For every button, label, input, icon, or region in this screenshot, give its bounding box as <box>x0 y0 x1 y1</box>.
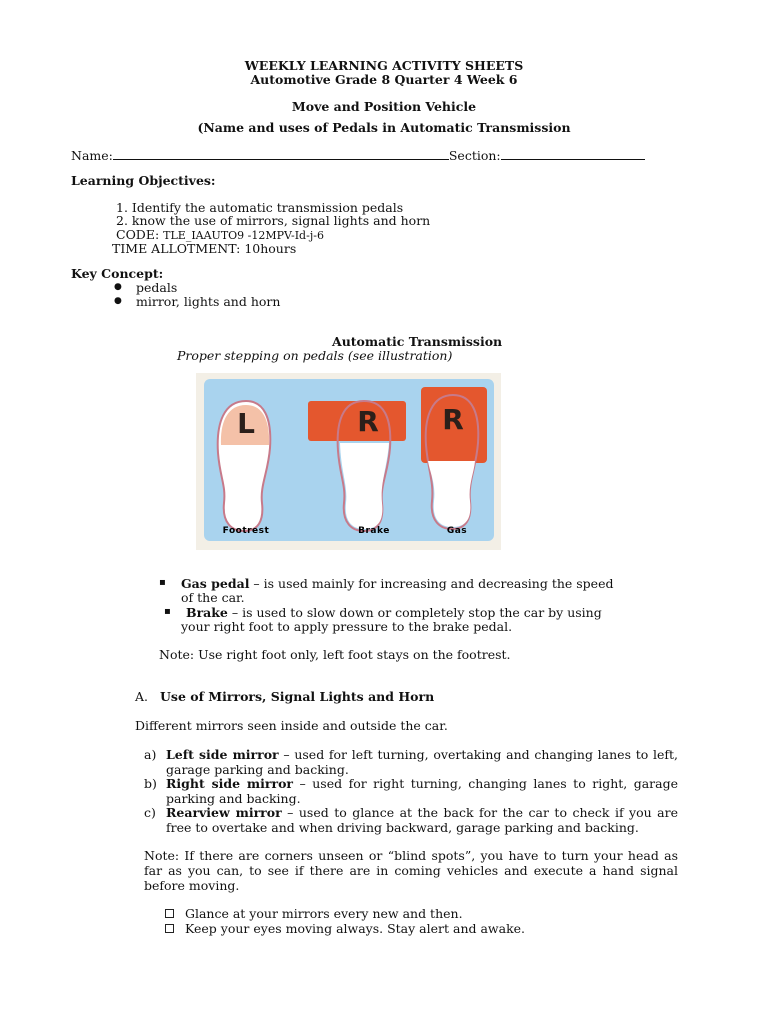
mirror-item-rearview <box>166 805 678 835</box>
pedal-note: Note: Use right foot only, left foot stays on the footrest. <box>159 647 511 662</box>
name-label: Name: <box>71 148 113 163</box>
objectives-heading: Learning Objectives: <box>71 173 216 188</box>
mirror-item-left <box>166 747 678 777</box>
brake-text: – is used to slow down or completely stop the car by using <box>227 605 602 620</box>
section-subtitle: Proper stepping on pedals (see illustration) <box>177 348 453 363</box>
pedal-illustration <box>196 373 501 550</box>
lesson-subtitle: (Name and uses of Pedals in Automatic Transmission <box>197 120 571 135</box>
time-allotment: TIME ALLOTMENT: 10hours <box>112 241 297 256</box>
checklist-item: Keep your eyes moving always. Stay alert and awake. <box>185 921 526 936</box>
objective-item: 2. know the use of mirrors, signal lights and horn <box>116 213 431 228</box>
section-a-title: Use of Mirrors, Signal Lights and Horn <box>160 689 435 704</box>
objective-item: 1. Identify the automatic transmission pedals <box>116 200 404 215</box>
section-a-marker: A. <box>135 689 149 704</box>
gas-label: Gas <box>446 526 468 536</box>
gas-pedal-text: – is used mainly for increasing and decreasing the speed <box>249 576 614 591</box>
checklist-item: Glance at your mirrors every new and then. <box>185 906 463 921</box>
code-label: CODE: <box>116 227 160 242</box>
section-label: Section: <box>448 148 501 163</box>
brake-text-cont: your right foot to apply pressure to the brake pedal. <box>181 619 513 634</box>
mirror-marker: c) <box>144 805 156 820</box>
mirror-term: Right side mirror <box>166 776 294 791</box>
mirror-term: Left side mirror <box>166 747 279 762</box>
section-a-heading <box>135 689 434 704</box>
blind-spot-note: Note: If there are corners unseen or “blind spots”, you have to turn your head as far as you can, to see if there are in coming vehicles and execute a hand signal before moving. <box>144 848 678 893</box>
mirror-marker: a) <box>144 747 157 762</box>
course-line: Automotive Grade 8 Quarter 4 Week 6 <box>250 72 518 87</box>
mirror-text: – used for left turning, overtaking and changing lanes to left, garage parking and backing. <box>166 747 678 777</box>
name-field[interactable] <box>113 148 449 160</box>
code-value: TLE_IAAUTO9 -12MPV-Id-j-6 <box>163 229 324 242</box>
mirror-item-right <box>166 776 678 806</box>
mirror-text: – used for right turning, changing lanes to right, garage parking and backing. <box>166 776 678 806</box>
brake-term: Brake <box>186 605 228 620</box>
footrest-label: Footrest <box>222 526 270 536</box>
key-concept-item: ● pedals <box>136 280 177 295</box>
pedal-diagram <box>196 373 501 550</box>
key-concept-heading: Key Concept: <box>71 266 164 281</box>
brake-letter: R <box>357 405 379 438</box>
brake-label: Brake <box>358 526 390 536</box>
lesson-title: Move and Position Vehicle <box>291 99 477 114</box>
name-section-row <box>71 148 645 163</box>
brake-item <box>186 605 602 620</box>
sheet-title: WEEKLY LEARNING ACTIVITY SHEETS <box>244 58 524 73</box>
footrest-letter: L <box>237 407 255 440</box>
mirrors-intro: Different mirrors seen inside and outside the car. <box>135 718 448 733</box>
mirror-marker: b) <box>144 776 157 791</box>
mirror-term: Rearview mirror <box>166 805 282 820</box>
gas-letter: R <box>442 403 464 436</box>
section-field[interactable] <box>501 148 645 160</box>
mirror-text: – used to glance at the back for the car to check if you are free to overtake and when driving backward, garage parking and backing. <box>166 805 678 835</box>
gas-pedal-item <box>181 576 613 591</box>
section-title: Automatic Transmission <box>332 334 503 349</box>
gas-pedal-text-cont: of the car. <box>181 590 245 605</box>
key-concept-item: ● mirror, lights and horn <box>136 294 280 309</box>
gas-pedal-term: Gas pedal <box>181 576 250 591</box>
